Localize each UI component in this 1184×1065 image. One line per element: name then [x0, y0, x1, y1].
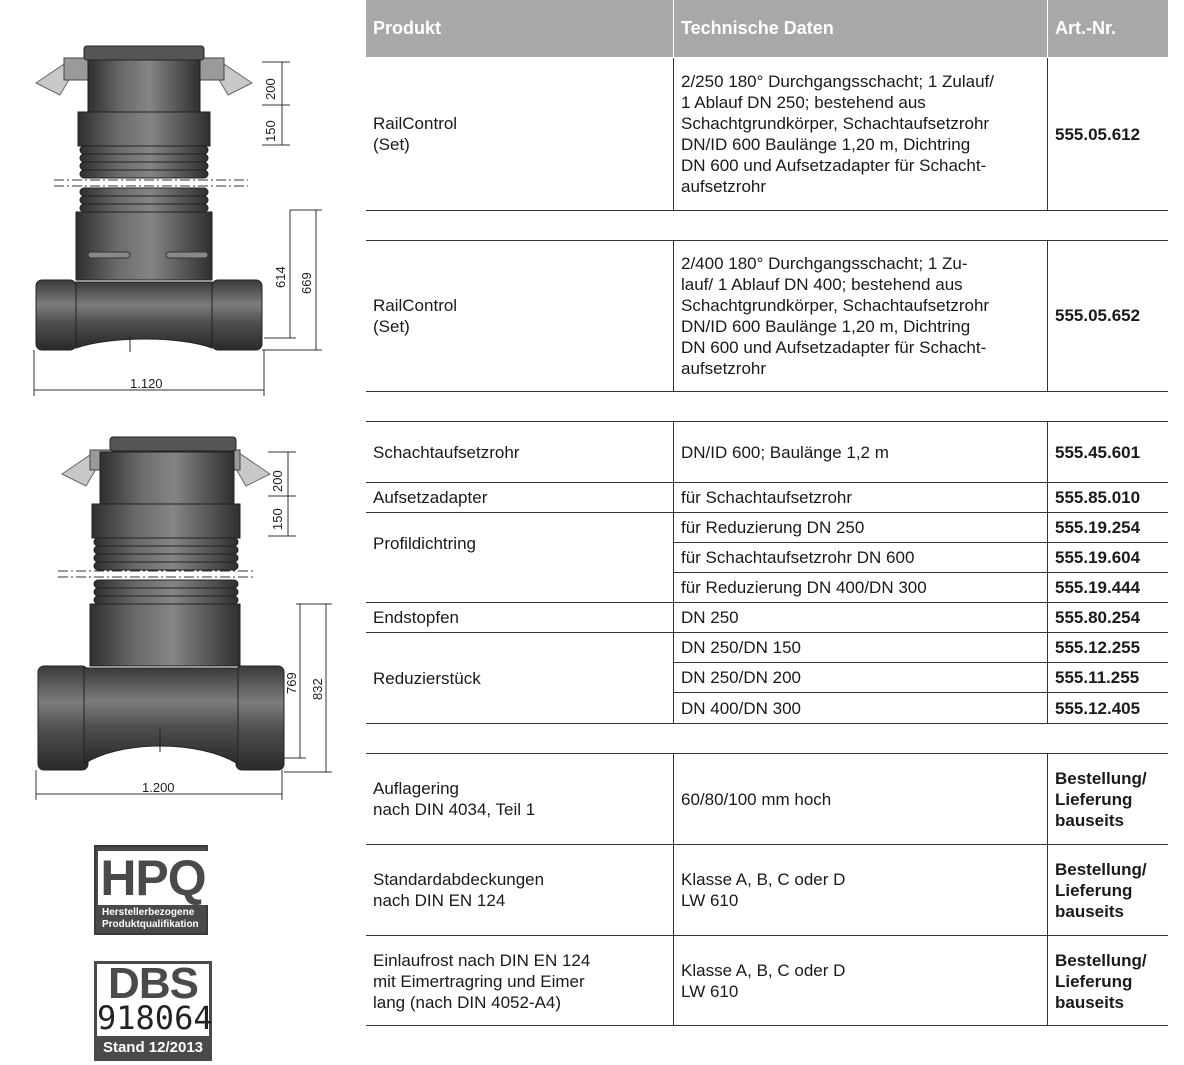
row-0-product: RailControl (Set): [373, 114, 458, 154]
row-7-tech: DN 250: [681, 608, 739, 627]
row-0-art: 555.05.612: [1055, 124, 1141, 144]
dim-d2-top1: 200: [270, 470, 285, 492]
row-13-tech: Klasse A, B, C oder D LW 610: [681, 961, 846, 1001]
row-7-art: 555.80.254: [1055, 608, 1141, 627]
row-1-product: RailControl (Set): [373, 295, 458, 336]
dim-d1-width: 1.120: [130, 376, 163, 391]
dim-d2-top2: 150: [270, 508, 285, 530]
header-product: Produkt: [366, 0, 673, 57]
row-13-product: Einlaufrost nach DIN EN 124 mit Eimertragring und Eimer lang (nach DIN 4052-A4): [373, 950, 591, 1012]
header-art: Art.-Nr.: [1048, 0, 1168, 57]
row-4-art: 555.19.254: [1055, 518, 1141, 537]
dim-d2-h1: 769: [284, 672, 299, 694]
row-10-tech: DN 400/DN 300: [681, 698, 802, 718]
row-2-tech: DN/ID 600; Baulänge 1,2 m: [681, 442, 889, 462]
dim-d1-top1: 200: [263, 78, 278, 100]
row-5-tech: für Schachtaufsetzrohr DN 600: [681, 548, 915, 567]
dbs-stand: Stand 12/2013: [102, 1039, 204, 1056]
header-tech: Technische Daten: [674, 0, 1047, 57]
row-divider: [366, 723, 1168, 724]
row-3-art: 555.85.010: [1055, 488, 1141, 507]
row-6-art: 555.19.444: [1055, 578, 1141, 597]
row-divider: [366, 1025, 1168, 1026]
row-12-art: Bestellung/ Lieferung bauseits: [1055, 859, 1147, 921]
row-4-tech: für Reduzierung DN 250: [681, 518, 865, 537]
shaft-drawing-2: [36, 437, 332, 800]
row-0-tech: 2/250 180° Durchgangsschacht; 1 Zulauf/ 1 Ablauf DN 250; bestehend aus Schachtgrundkörper, Schachtaufsetzrohr DN/ID 600 Baulänge 1,20 m, Dichtring DN 600 und Aufsetzadapter für Schacht- aufsetzrohr: [681, 72, 994, 196]
row-10-art: 555.12.405: [1055, 698, 1141, 718]
shaft-drawing-1: [34, 46, 322, 396]
column-divider: [1047, 58, 1048, 210]
row-9-tech: DN 250/DN 200: [681, 668, 802, 687]
row-12-tech: Klasse A, B, C oder D LW 610: [681, 870, 846, 910]
row-3-product: Aufsetzadapter: [373, 488, 488, 507]
dim-d1-h1: 614: [273, 266, 288, 288]
row-3-tech: für Schachtaufsetzrohr: [681, 488, 853, 507]
dim-d2-h2: 832: [310, 678, 325, 700]
row-2-product: Schachtaufsetzrohr: [373, 442, 520, 462]
column-divider: [673, 753, 674, 1025]
row-7-product: Endstopfen: [373, 608, 460, 627]
dbs-badge: [94, 961, 212, 1061]
dim-d1-top2: 150: [263, 120, 278, 142]
row-12-product: Standardabdeckungen nach DIN EN 124: [373, 870, 545, 910]
hpq-title: HPQ: [98, 851, 208, 905]
hpq-line-1: Herstellerbezogene: [102, 907, 195, 918]
row-1-tech: 2/400 180° Durchgangsschacht; 1 Zu- lauf/ 1 Ablauf DN 400; bestehend aus Schachtgrundkörper, Schachtaufsetzrohr DN/ID 600 Baulänge 1,20 m, Dichtring DN 600 und Aufsetzadapter für Schacht- aufsetzrohr: [681, 253, 990, 378]
row-11-art: Bestellung/ Lieferung bauseits: [1055, 768, 1147, 830]
hpq-badge: [94, 845, 208, 935]
row-8-art: 555.12.255: [1055, 638, 1141, 657]
dbs-title: DBS: [108, 959, 198, 1008]
row-11-product: Auflagering nach DIN 4034, Teil 1: [373, 779, 536, 819]
row-5-art: 555.19.604: [1055, 548, 1141, 567]
dim-d2-width: 1.200: [142, 780, 175, 795]
dbs-inner: [97, 959, 213, 1037]
column-divider: [1047, 240, 1048, 391]
row-8-tech: DN 250/DN 150: [681, 638, 802, 657]
row-1-art: 555.05.652: [1055, 306, 1141, 325]
row-divider: [366, 210, 1168, 211]
hpq-subtitle: [102, 907, 199, 931]
row-6-tech: für Reduzierung DN 400/DN 300: [681, 578, 927, 597]
row-8-product: Reduzierstück: [373, 668, 481, 688]
column-divider: [1047, 753, 1048, 1025]
row-11-tech: 60/80/100 mm hoch: [681, 789, 832, 809]
column-divider: [673, 58, 674, 210]
hpq-line-2: Produktqualifikation: [102, 919, 199, 930]
dbs-number: 918064: [97, 999, 213, 1037]
row-9-art: 555.11.255: [1055, 668, 1140, 687]
column-divider: [673, 421, 674, 723]
dim-d1-h2: 669: [299, 272, 314, 294]
row-2-art: 555.45.601: [1055, 442, 1141, 462]
row-divider: [366, 391, 1168, 392]
header-divider: [1047, 0, 1048, 57]
header-divider: [673, 0, 674, 57]
column-divider: [673, 240, 674, 391]
row-13-art: Bestellung/ Lieferung bauseits: [1055, 950, 1147, 1012]
row-4-product: Profildichtring: [373, 533, 476, 553]
column-divider: [1047, 421, 1048, 723]
